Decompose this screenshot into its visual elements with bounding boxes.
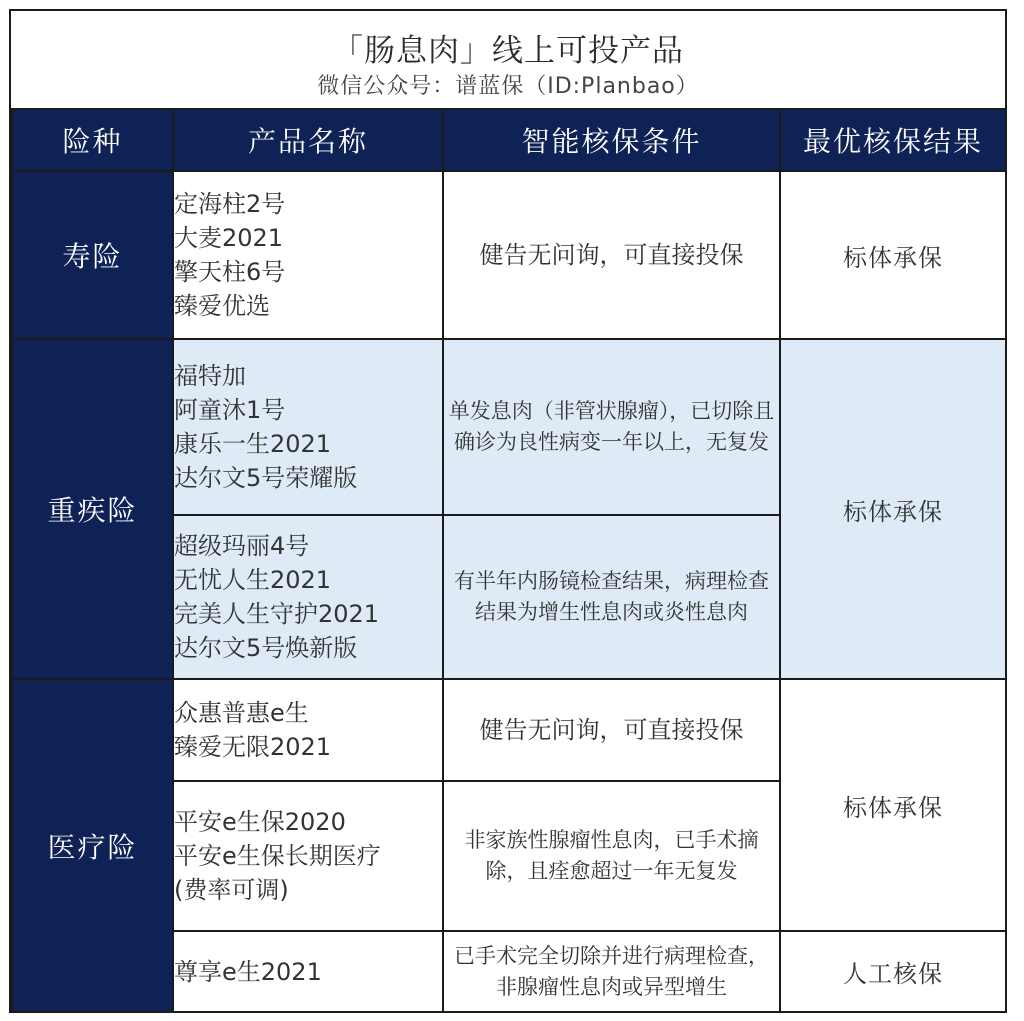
product-name: 平安e生保长期医疗	[174, 842, 381, 870]
product-name: 定海柱2号	[174, 190, 286, 218]
column-header-result: 最优核保结果	[780, 109, 1006, 171]
product-name: 擎天柱6号	[174, 258, 286, 286]
product-name: 平安e生保2020	[174, 808, 346, 836]
product-list	[173, 515, 443, 679]
insurance-type-life: 寿险	[12, 171, 173, 339]
underwriting-result: 标体承保	[780, 339, 1006, 679]
table-row	[12, 339, 1006, 515]
table-row	[12, 679, 1006, 781]
product-name: 完美人生守护2021	[174, 600, 380, 628]
page-subtitle: 微信公众号：谱蓝保（ID:Planbao）	[317, 74, 699, 99]
column-header-condition: 智能核保条件	[443, 109, 780, 171]
table-row	[12, 171, 1006, 339]
product-list	[173, 171, 443, 339]
title-area	[11, 11, 1005, 108]
product-list	[173, 339, 443, 515]
product-name: 阿童沐1号	[174, 396, 286, 424]
underwriting-condition: 已手术完全切除并进行病理检查，非腺瘤性息肉或异型增生	[443, 931, 780, 1012]
underwriting-result: 人工核保	[780, 931, 1006, 1012]
product-name: 臻爱优选	[174, 292, 270, 320]
underwriting-result: 标体承保	[780, 171, 1006, 339]
insurance-type-critical: 重疾险	[12, 339, 173, 679]
column-header-product: 产品名称	[173, 109, 443, 171]
product-list	[173, 931, 443, 1012]
column-header-type: 险种	[12, 109, 173, 171]
underwriting-condition: 健告无问询，可直接投保	[443, 171, 780, 339]
underwriting-condition: 非家族性腺瘤性息肉，已手术摘除，且痊愈超过一年无复发	[443, 781, 780, 931]
product-name: 达尔文5号荣耀版	[174, 464, 358, 492]
product-name: 臻爱无限2021	[174, 733, 332, 761]
underwriting-result: 标体承保	[780, 679, 1006, 931]
product-name: 尊享e生2021	[174, 957, 322, 986]
product-name: 超级玛丽4号	[174, 532, 310, 560]
underwriting-condition: 有半年内肠镜检查结果，病理检查结果为增生性息肉或炎性息肉	[443, 515, 780, 679]
product-list	[173, 679, 443, 781]
underwriting-condition: 单发息肉（非管状腺瘤），已切除且确诊为良性病变一年以上，无复发	[443, 339, 780, 515]
product-name: 大麦2021	[174, 224, 284, 252]
product-name: 康乐一生2021	[174, 430, 332, 458]
product-name: 达尔文5号焕新版	[174, 634, 358, 662]
table-frame	[9, 9, 1007, 1013]
product-name: (费率可调)	[174, 876, 289, 904]
product-name: 众惠普惠e生	[174, 699, 309, 727]
product-name: 福特加	[174, 362, 246, 390]
product-name: 无忧人生2021	[174, 566, 332, 594]
underwriting-condition: 健告无问询，可直接投保	[443, 679, 780, 781]
product-table	[11, 108, 1007, 1013]
product-list	[173, 781, 443, 931]
insurance-type-medical: 医疗险	[12, 679, 173, 1012]
table-header-row	[12, 109, 1006, 171]
page-title: 「肠息肉」线上可投产品	[332, 33, 684, 69]
